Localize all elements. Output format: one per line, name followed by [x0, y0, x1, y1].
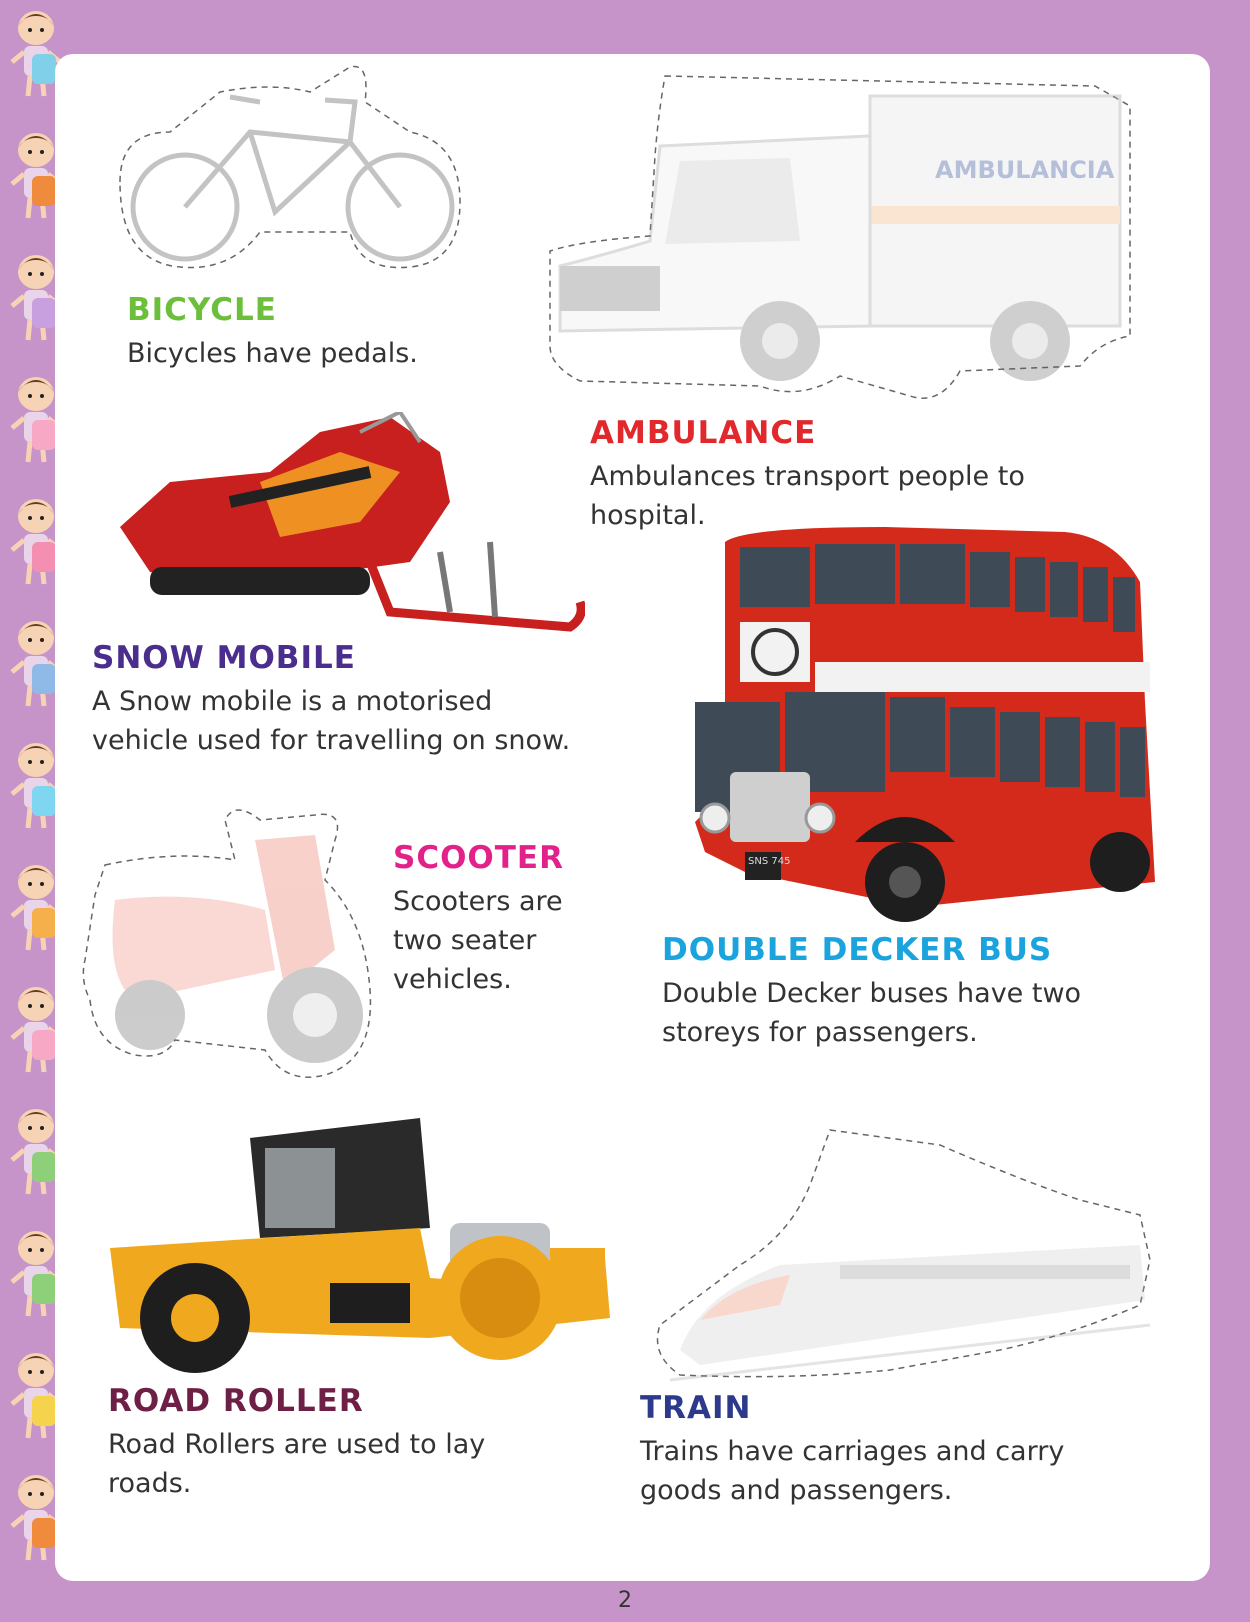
train-description: [640, 1432, 1064, 1510]
ambulance-sign: AMBULANCIA: [935, 156, 1115, 184]
road-roller-title: ROAD ROLLER: [108, 1383, 364, 1419]
ambulance-line-2: hospital.: [590, 500, 706, 531]
road-roller-line-2: roads.: [108, 1468, 192, 1499]
snow-mobile-line-1: A Snow mobile is a motorised: [92, 686, 493, 717]
double-decker-bus-description: [662, 974, 1081, 1052]
double-decker-bus-illustration: [685, 522, 1170, 947]
train-illustration: [640, 1125, 1160, 1385]
scooter-line-3: vehicles.: [393, 964, 512, 995]
snow-mobile-title: SNOW MOBILE: [92, 640, 356, 676]
snow-mobile-illustration: [110, 412, 585, 662]
ambulance-line-1: Ambulances transport people to: [590, 461, 1025, 492]
road-roller-description: [108, 1425, 485, 1503]
road-roller-illustration: [100, 1108, 615, 1378]
scooter-line-1: Scooters are: [393, 886, 563, 917]
train-line-1: Trains have carriages and carry: [640, 1436, 1065, 1467]
bus-plate: SNS 745: [748, 856, 791, 867]
scooter-line-2: two seater: [393, 925, 537, 956]
double-decker-bus-line-2: storeys for passengers.: [662, 1017, 978, 1048]
double-decker-bus-title: DOUBLE DECKER BUS: [662, 932, 1053, 968]
bicycle-line-1: Bicycles have pedals.: [127, 338, 418, 369]
ambulance-title: AMBULANCE: [590, 415, 817, 451]
ambulance-illustration: [540, 66, 1145, 406]
road-roller-line-1: Road Rollers are used to lay: [108, 1429, 486, 1460]
bicycle-illustration: [110, 62, 470, 282]
snow-mobile-line-2: vehicle used for travelling on snow.: [92, 725, 571, 756]
bicycle-title: BICYCLE: [127, 292, 277, 328]
snow-mobile-description: [92, 682, 570, 760]
bicycle-description: [127, 334, 418, 373]
train-line-2: goods and passengers.: [640, 1475, 953, 1506]
double-decker-bus-line-1: Double Decker buses have two: [662, 978, 1082, 1009]
train-title: TRAIN: [640, 1390, 752, 1426]
scooter-illustration: [75, 800, 380, 1090]
scooter-title: SCOOTER: [393, 840, 564, 876]
scooter-description: [393, 882, 563, 999]
page-number: 2: [618, 1588, 632, 1613]
